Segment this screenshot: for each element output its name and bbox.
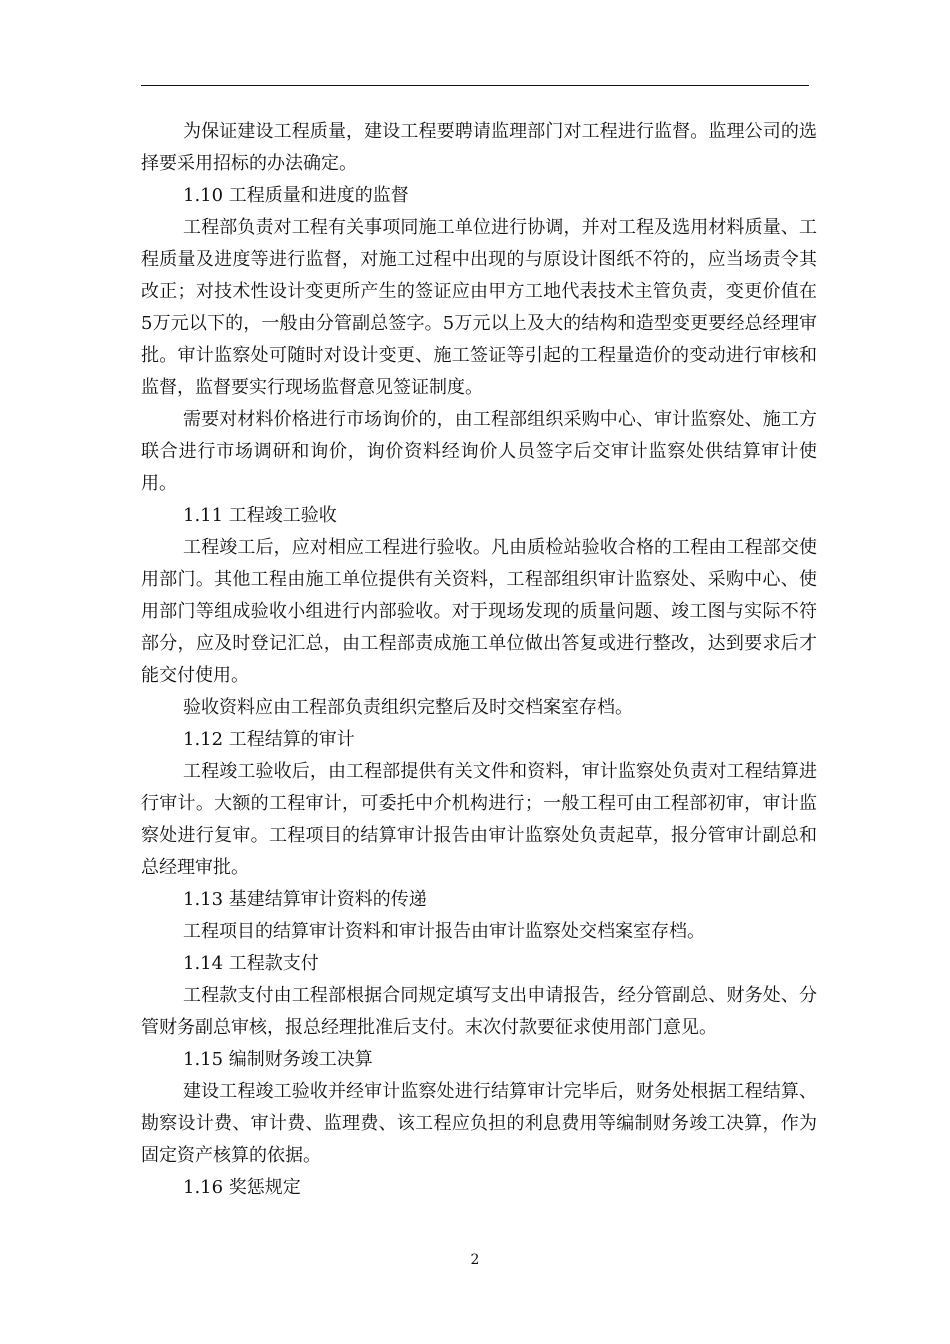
paragraph: 工程款支付由工程部根据合同规定填写支出申请报告，经分管副总、财务处、分管财务副总审核，报总经理批准后支付。末次付款要征求使用部门意见。	[141, 985, 817, 1038]
section-heading: 1.14 工程款支付	[183, 953, 319, 974]
section-heading: 1.15 编制财务竣工决算	[183, 1049, 373, 1070]
paragraph: 验收资料应由工程部负责组织完整后及时交档案室存档。	[183, 697, 633, 718]
section-heading: 1.13 基建结算审计资料的传递	[183, 889, 427, 910]
paragraph: 工程部负责对工程有关事项同施工单位进行协调，并对工程及选用材料质量、工程质量及进度等进行监督，对施工过程中出现的与原设计图纸不符的，应当场责令其改正；对技术性设计变更所产生的签证应由甲方工地代表技术主管负责，变更价值在5万元以下的，一般由分管副总签字。5万元以上及大的结构和造型变更要经总经理审批。审计监察处可随时对设计变更、施工签证等引起的工程量造价的变动进行审核和监督，监督要实行现场监督意见签证制度。	[141, 217, 817, 398]
paragraph: 工程竣工验收后，由工程部提供有关文件和资料，审计监察处负责对工程结算进行审计。大额的工程审计，可委托中介机构进行；一般工程可由工程部初审，审计监察处进行复审。工程项目的结算审计报告由审计监察处负责起草，报分管审计副总和总经理审批。	[141, 761, 817, 878]
section-heading: 1.10 工程质量和进度的监督	[183, 185, 409, 206]
section-heading: 1.11 工程竣工验收	[183, 505, 337, 526]
header-rule	[141, 85, 809, 86]
paragraph: 工程项目的结算审计资料和审计报告由审计监察处交档案室存档。	[183, 921, 705, 942]
section-heading: 1.12 工程结算的审计	[183, 729, 355, 750]
paragraph: 为保证建设工程质量，建设工程要聘请监理部门对工程进行监督。监理公司的选择要采用招标的办法确定。	[141, 121, 817, 174]
paragraph: 工程竣工后，应对相应工程进行验收。凡由质检站验收合格的工程由工程部交使用部门。其他工程由施工单位提供有关资料，工程部组织审计监察处、采购中心、使用部门等组成验收小组进行内部验收。对于现场发现的质量问题、竣工图与实际不符部分，应及时登记汇总，由工程部责成施工单位做出答复或进行整改，达到要求后才能交付使用。	[141, 537, 817, 686]
page-number: 2	[470, 1252, 480, 1268]
document-body	[141, 116, 817, 1204]
paragraph: 建设工程竣工验收并经审计监察处进行结算审计完毕后，财务处根据工程结算、勘察设计费、审计费、监理费、该工程应负担的利息费用等编制财务竣工决算，作为固定资产核算的依据。	[141, 1081, 817, 1166]
section-heading: 1.16 奖惩规定	[183, 1177, 301, 1198]
paragraph: 需要对材料价格进行市场询价的，由工程部组织采购中心、审计监察处、施工方联合进行市场调研和询价，询价资料经询价人员签字后交审计监察处供结算审计使用。	[141, 409, 817, 494]
